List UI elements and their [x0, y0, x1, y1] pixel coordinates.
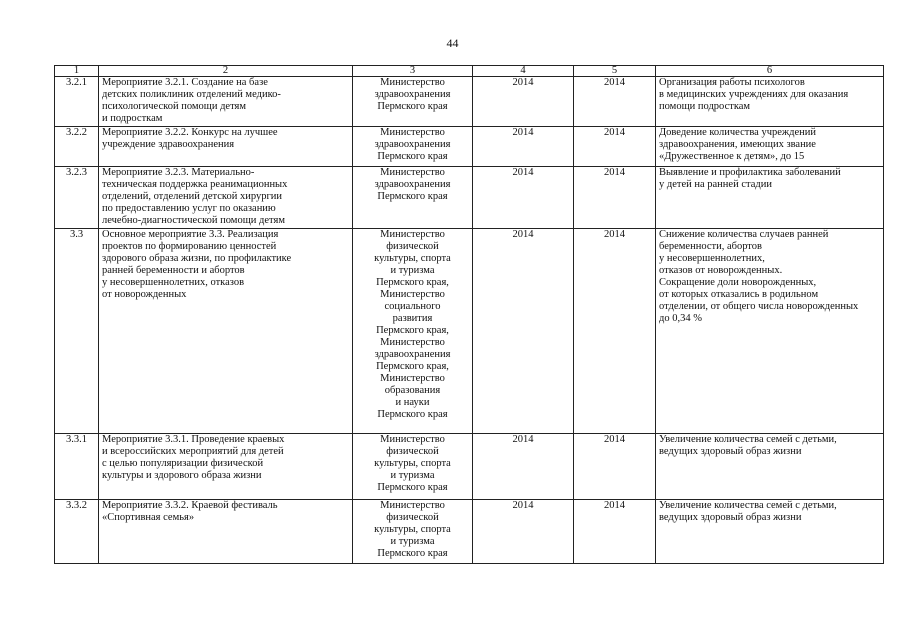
row-number: 3.2.1 [55, 77, 99, 127]
column-header: 4 [473, 66, 574, 77]
row-number: 3.2.3 [55, 167, 99, 229]
start-year-cell: 2014 [473, 77, 574, 127]
executor-cell: Министерство здравоохранения Пермского края [353, 167, 473, 229]
event-cell: Мероприятие 3.2.3. Материально- техническая поддержка реанимационных отделений, отделений детской хирургии по предоставлению услуг по оказанию лечебно-диагностической помощи детям [99, 167, 353, 229]
start-year-cell: 2014 [473, 127, 574, 167]
executor-cell: Министерство здравоохранения Пермского края [353, 77, 473, 127]
row-number: 3.3.2 [55, 500, 99, 564]
row-number: 3.2.2 [55, 127, 99, 167]
column-header: 6 [656, 66, 884, 77]
column-header: 1 [55, 66, 99, 77]
table-row [55, 127, 884, 167]
result-cell: Организация работы психологов в медицинских учреждениях для оказания помощи подросткам [656, 77, 884, 127]
row-number: 3.3.1 [55, 434, 99, 500]
executor-cell: Министерство физической культуры, спорта и туризма Пермского края, Министерство социального развития Пермского края, Министерство здравоохранения Пермского края, Министерство образования и науки Пермского края [353, 229, 473, 434]
page-number: 44 [446, 36, 459, 50]
end-year-cell: 2014 [574, 434, 656, 500]
row-number: 3.3 [55, 229, 99, 434]
result-cell: Снижение количества случаев ранней беременности, абортов у несовершеннолетних, отказов от новорожденных. Сокращение доли новорожденных, от которых отказались в родильном отделении, от общего числа новорожденных до 0,34 % [656, 229, 884, 434]
event-cell: Мероприятие 3.3.1. Проведение краевых и всероссийских мероприятий для детей с целью популяризации физической культуры и здорового образа жизни [99, 434, 353, 500]
start-year-cell: 2014 [473, 229, 574, 434]
start-year-cell: 2014 [473, 434, 574, 500]
executor-cell: Министерство физической культуры, спорта и туризма Пермского края [353, 500, 473, 564]
result-cell: Увеличение количества семей с детьми, ведущих здоровый образ жизни [656, 434, 884, 500]
column-header: 5 [574, 66, 656, 77]
executor-cell: Министерство здравоохранения Пермского края [353, 127, 473, 167]
event-cell: Мероприятие 3.2.1. Создание на базе детских поликлиник отделений медико- психологической помощи детям и подросткам [99, 77, 353, 127]
result-cell: Выявление и профилактика заболеваний у детей на ранней стадии [656, 167, 884, 229]
event-cell: Основное мероприятие 3.3. Реализация проектов по формированию ценностей здорового образа жизни, по профилактике ранней беременности и абортов у несовершеннолетних, отказов от новорожденных [99, 229, 353, 434]
table-row [55, 77, 884, 127]
start-year-cell: 2014 [473, 500, 574, 564]
executor-cell: Министерство физической культуры, спорта и туризма Пермского края [353, 434, 473, 500]
end-year-cell: 2014 [574, 229, 656, 434]
table-row [55, 500, 884, 564]
table-row [55, 434, 884, 500]
table-row [55, 229, 884, 434]
event-cell: Мероприятие 3.3.2. Краевой фестиваль «Спортивная семья» [99, 500, 353, 564]
start-year-cell: 2014 [473, 167, 574, 229]
table-row [55, 167, 884, 229]
column-header: 2 [99, 66, 353, 77]
end-year-cell: 2014 [574, 127, 656, 167]
event-cell: Мероприятие 3.2.2. Конкурс на лучшее учреждение здравоохранения [99, 127, 353, 167]
end-year-cell: 2014 [574, 167, 656, 229]
result-cell: Увеличение количества семей с детьми, ведущих здоровый образ жизни [656, 500, 884, 564]
end-year-cell: 2014 [574, 500, 656, 564]
plan-table [54, 65, 884, 564]
result-cell: Доведение количества учреждений здравоохранения, имеющих звание «Дружественное к детям», до 15 [656, 127, 884, 167]
end-year-cell: 2014 [574, 77, 656, 127]
column-header: 3 [353, 66, 473, 77]
header-row [55, 66, 884, 77]
